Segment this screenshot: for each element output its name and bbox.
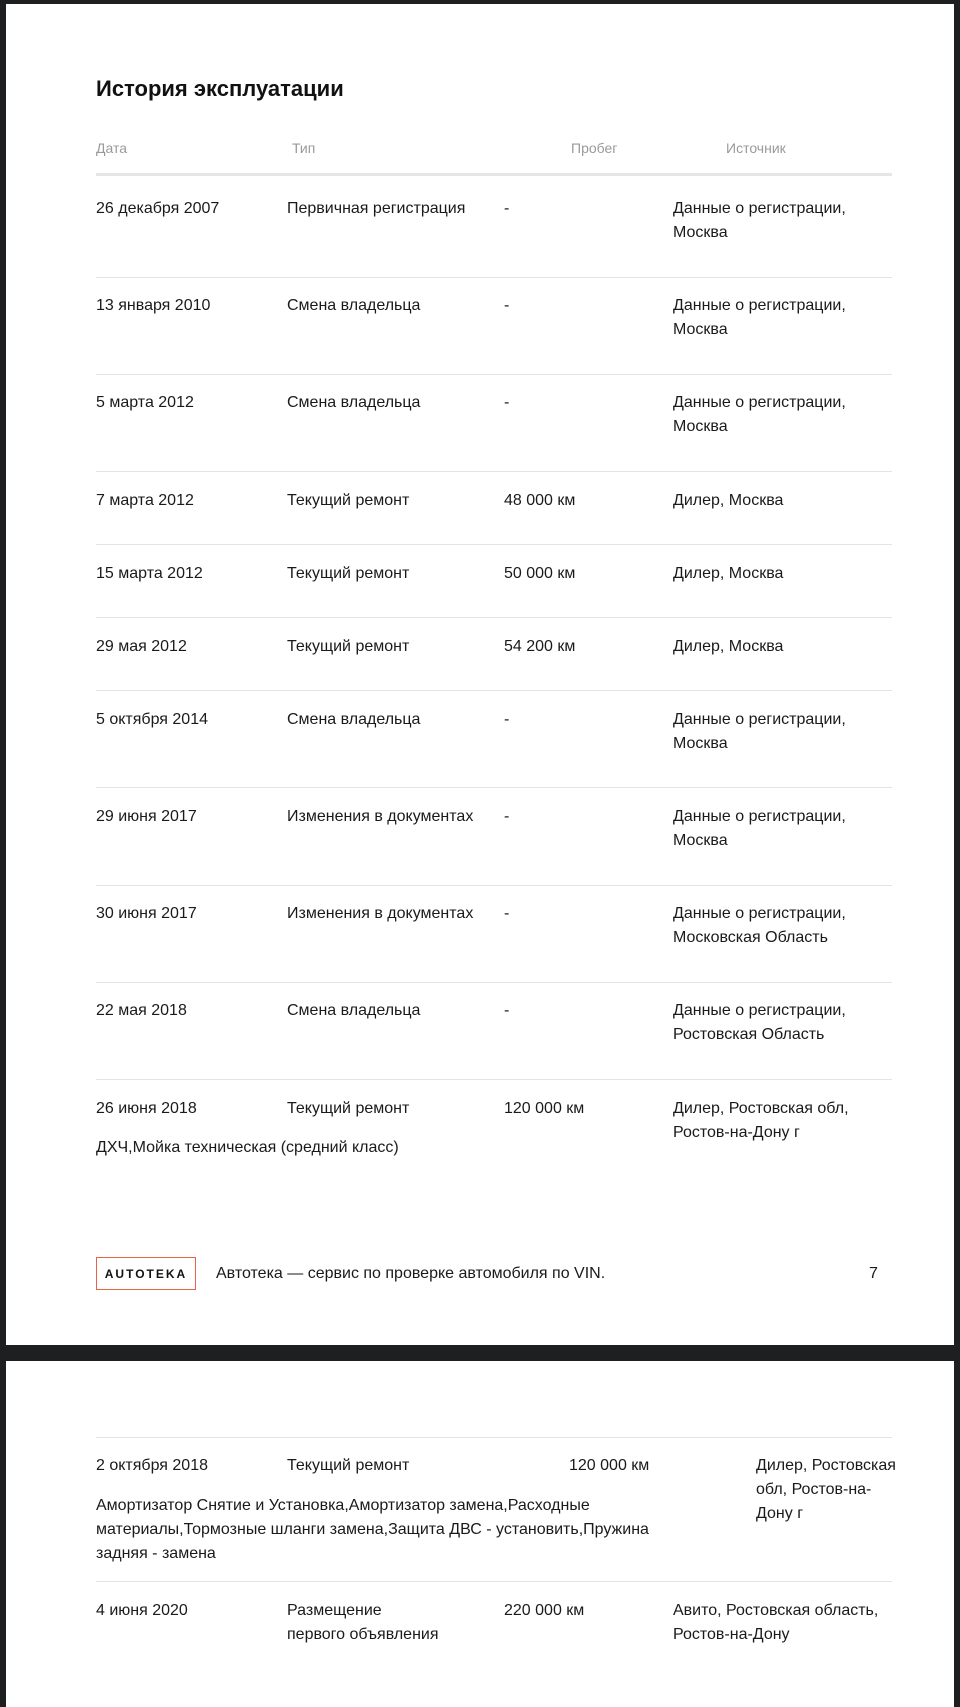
row-divider: [96, 374, 892, 375]
row-date: 13 января 2010: [96, 297, 211, 314]
row-source: Дилер, Москва: [673, 638, 784, 655]
row-type: Текущий ремонт: [287, 565, 410, 582]
row-divider: [96, 690, 892, 691]
row-source: Данные о регистрации, Московская Область: [673, 905, 846, 946]
row-source: Данные о регистрации, Москва: [673, 200, 846, 241]
row-type: Текущий ремонт: [287, 1100, 410, 1117]
row-date: 5 марта 2012: [96, 394, 194, 411]
row-date: 30 июня 2017: [96, 905, 197, 922]
row-source: Дилер, Ростовская обл, Ростов-на-Дону г: [673, 1100, 849, 1141]
row-divider: [96, 885, 892, 886]
row-divider: [96, 787, 892, 788]
row-note: ДХЧ,Мойка техническая (средний класс): [96, 1139, 399, 1156]
autoteka-logo: AUTOTEKA: [96, 1257, 196, 1290]
row-divider: [96, 544, 892, 545]
row-date: 15 марта 2012: [96, 565, 203, 582]
row-divider: [96, 982, 892, 983]
row-date: 29 июня 2017: [96, 808, 197, 825]
row-divider: [96, 1437, 892, 1438]
row-mileage: -: [504, 808, 510, 825]
row-type: Изменения в документах: [287, 808, 474, 825]
row-divider: [96, 471, 892, 472]
row-date: 26 декабря 2007: [96, 200, 220, 217]
row-source: Дилер, Ростовская обл, Ростов-на- Дону г: [756, 1457, 896, 1522]
row-divider: [96, 277, 892, 278]
row-source: Данные о регистрации, Москва: [673, 711, 846, 752]
row-source: Данные о регистрации, Москва: [673, 808, 846, 849]
row-type: Смена владельца: [287, 711, 421, 728]
row-source: Дилер, Москва: [673, 492, 784, 509]
column-header-date: Дата: [96, 140, 128, 156]
row-source: Данные о регистрации, Москва: [673, 297, 846, 338]
row-date: 7 марта 2012: [96, 492, 194, 509]
row-mileage: 50 000 км: [504, 565, 576, 582]
row-divider: [96, 617, 892, 618]
row-date: 5 октября 2014: [96, 711, 208, 728]
row-source: Дилер, Москва: [673, 565, 784, 582]
row-mileage: 220 000 км: [504, 1602, 585, 1619]
row-source: Данные о регистрации, Москва: [673, 394, 846, 435]
row-type: Размещение первого объявления: [287, 1602, 439, 1643]
row-type: Изменения в документах: [287, 905, 474, 922]
row-type: Текущий ремонт: [287, 492, 410, 509]
column-header-mileage: Пробег: [571, 140, 618, 156]
row-date: 26 июня 2018: [96, 1100, 197, 1117]
row-mileage: -: [504, 394, 510, 411]
row-mileage: 120 000 км: [569, 1457, 650, 1474]
row-mileage: -: [504, 297, 510, 314]
page-number: 7: [869, 1265, 878, 1282]
row-source: Авито, Ростовская область, Ростов-на-Дону: [673, 1602, 879, 1643]
row-date: 2 октября 2018: [96, 1457, 208, 1474]
row-type: Смена владельца: [287, 1002, 421, 1019]
row-mileage: 54 200 км: [504, 638, 576, 655]
row-mileage: 48 000 км: [504, 492, 576, 509]
row-mileage: -: [504, 200, 510, 217]
row-type: Смена владельца: [287, 297, 421, 314]
row-type: Текущий ремонт: [287, 638, 410, 655]
row-type: Смена владельца: [287, 394, 421, 411]
row-mileage: -: [504, 711, 510, 728]
section-title: История эксплуатации: [96, 76, 344, 101]
row-type: Первичная регистрация: [287, 200, 466, 217]
column-header-type: Тип: [292, 140, 316, 156]
row-date: 4 июня 2020: [96, 1602, 188, 1619]
row-divider: [96, 1581, 892, 1582]
row-note: Амортизатор Снятие и Установка,Амортизатор замена,Расходные материалы,Тормозные шланги замена,Защита ДВС - установить,Пружина задняя - замена: [96, 1497, 649, 1562]
row-divider: [96, 1079, 892, 1080]
row-mileage: -: [504, 1002, 510, 1019]
footer-text: Автотека — сервис по проверке автомобиля по VIN.: [216, 1265, 606, 1282]
row-mileage: 120 000 км: [504, 1100, 585, 1117]
row-source: Данные о регистрации, Ростовская Область: [673, 1002, 846, 1043]
column-header-source: Источник: [726, 140, 786, 156]
row-mileage: -: [504, 905, 510, 922]
row-date: 22 мая 2018: [96, 1002, 187, 1019]
header-divider: [96, 173, 892, 176]
row-date: 29 мая 2012: [96, 638, 187, 655]
row-type: Текущий ремонт: [287, 1457, 410, 1474]
